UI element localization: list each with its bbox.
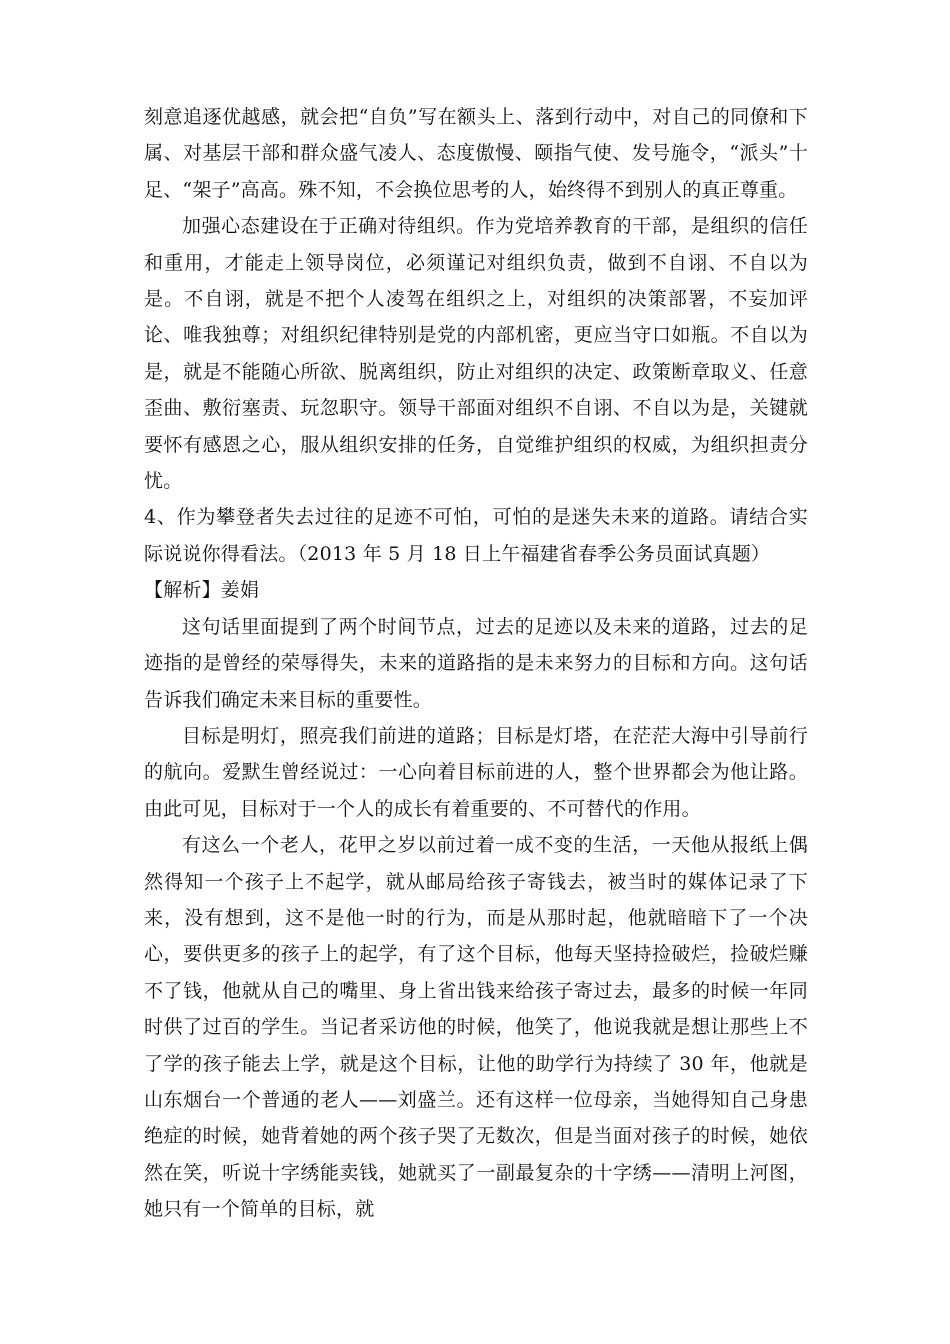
paragraph-organization-attitude: 加强心态建设在于正确对待组织。作为党培养教育的干部，是组织的信任和重用，才能走上领导岗位，必须谨记对组织负责，做到不自诩、不自以为是。不自诩，就是不把个人凌驾在组织之上，对组织的决策部署，不妄加评论、唯我独尊；对组织纪律特别是党的内部机密，更应当守口如瓶。不自以为是，就是不能随心所欲、脱离组织，防止对组织的决定、政策断章取义、任意歪曲、敷衍塞责、玩忽职守。领导干部面对组织不自诩、不自以为是，关键就要怀有感恩之心，服从组织安排的任务，自觉维护组织的权威，为组织担责分忧。 — [144, 215, 808, 493]
paragraph-example-story: 有这么一个老人，花甲之岁以前过着一成不变的生活，一天他从报纸上偶然得知一个孩子上不起学，就从邮局给孩子寄钱去，被当时的媒体记录了下来，没有想到，这不是他一时的行为，而是从那时起，他就暗暗下了一个决心，要供更多的孩子上的起学，有了这个目标，他每天坚持捡破烂，捡破烂赚不了钱，他就从自己的嘴里、身上省出钱来给孩子寄过去，最多的时候一年同时供了过百的学生。当记者采访他的时候，他笑了，他说我就是想让那些上不了学的孩子能去上学，就是这个目标，让他的助学行为持续了 30 年，他就是山东烟台一个普通的老人——刘盛兰。还有这样一位母亲，当她得知自己身患绝症的时候，她背着她的两个孩子哭了无数次，但是当面对孩子的时候，她依然在笑，听说十字绣能卖钱，她就买了一副最复杂的十字绣——清明上河图，她只有一个简单的目标，就 — [144, 834, 808, 1221]
document-body — [144, 99, 808, 1228]
paragraph-time-nodes: 这句话里面提到了两个时间节点，过去的足迹以及未来的道路，过去的足迹指的是曾经的荣辱得失，未来的道路指的是未来努力的目标和方向。这句话告诉我们确定未来目标的重要性。 — [144, 615, 808, 711]
analysis-label: 【解析】姜娟 — [144, 579, 260, 602]
paragraph-goal-lamp: 目标是明灯，照亮我们前进的道路；目标是灯塔，在茫茫大海中引导前行的航向。爱默生曾经说过：一心向着目标前进的人，整个世界都会为他让路。由此可见，目标对于一个人的成长有着重要的、不可替代的作用。 — [144, 724, 808, 820]
paragraph-continuation: 刻意追逐优越感，就会把“自负”写在额头上、落到行动中，对自己的同僚和下属、对基层干部和群众盛气凌人、态度傲慢、颐指气使、发号施令，“派头”十足、“架子”高高。殊不知，不会换位思考的人，始终得不到别人的真正尊重。 — [144, 106, 808, 201]
question-heading: 4、作为攀登者失去过往的足迹不可怕，可怕的是迷失未来的道路。请结合实际说说你得看法。（2013 年 5 月 18 日上午福建省春季公务员面试真题） — [144, 506, 808, 565]
